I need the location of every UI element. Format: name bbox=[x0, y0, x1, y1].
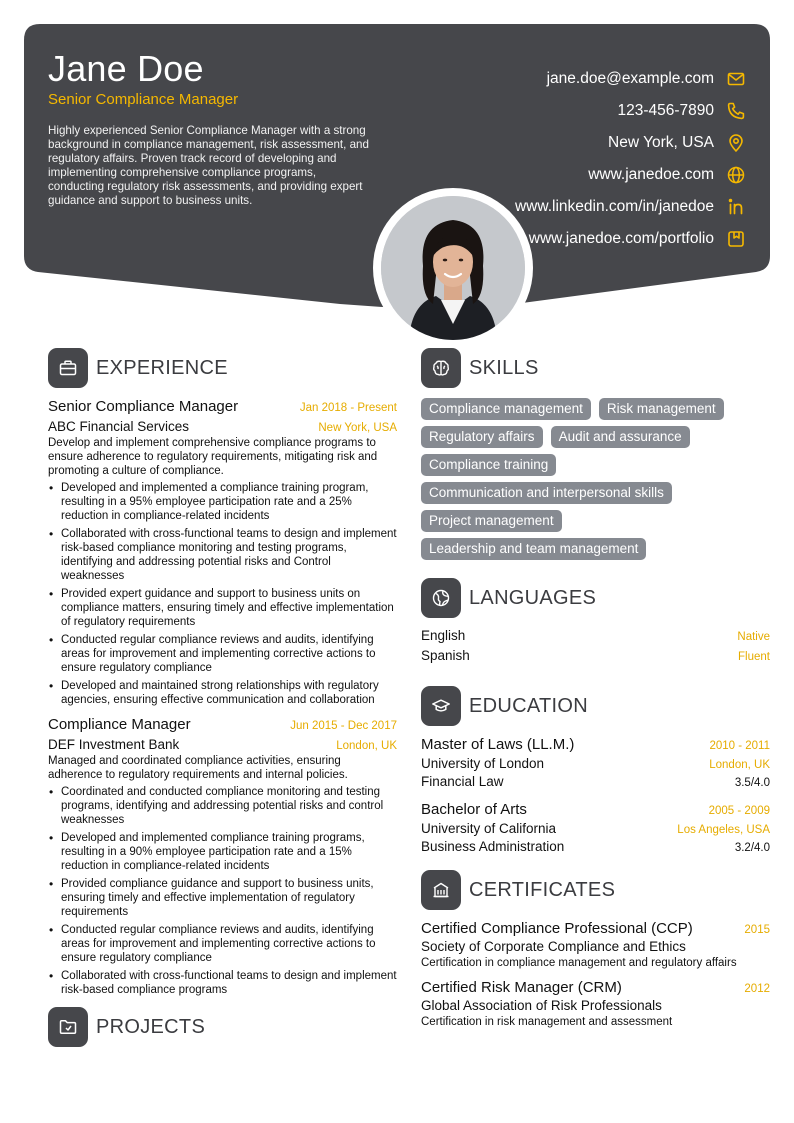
job-bullet: • Developed and implemented compliance training programs, resulting in a 90% employee participation rate and a 15% reduction in compliance-related incidents bbox=[48, 831, 397, 873]
projects-heading bbox=[48, 1007, 397, 1047]
certificates-title: CERTIFICATES bbox=[469, 878, 616, 901]
skills-heading bbox=[421, 348, 770, 388]
phone-icon bbox=[726, 101, 746, 121]
language-row bbox=[421, 648, 770, 668]
left-column bbox=[48, 348, 397, 1057]
skill-chip: Risk management bbox=[599, 398, 724, 420]
portfolio-icon bbox=[726, 229, 746, 249]
education-location: Los Angeles, USA bbox=[677, 824, 770, 836]
profile-photo bbox=[373, 188, 533, 348]
contact-linkedin-text[interactable]: www.linkedin.com/in/janedoe bbox=[514, 198, 714, 215]
skill-chip: Regulatory affairs bbox=[421, 426, 543, 448]
portrait-image bbox=[381, 196, 525, 340]
job-bullet: • Conducted regular compliance reviews and audits, identifying areas for improvement and implementing corrective actions to ensure regulatory compliance bbox=[48, 923, 397, 965]
job-bullet: • Collaborated with cross-functional teams to design and implement risk-based compliance programs bbox=[48, 969, 397, 997]
job-bullet: • Provided compliance guidance and support to business units, ensuring timely and effective implementation of regulatory requirements bbox=[48, 877, 397, 919]
education-title: EDUCATION bbox=[469, 694, 588, 717]
language-row bbox=[421, 628, 770, 648]
experience-title: EXPERIENCE bbox=[96, 356, 228, 379]
skill-chip: Leadership and team management bbox=[421, 538, 646, 560]
location-pin-icon bbox=[726, 133, 746, 153]
candidate-name: Jane Doe bbox=[48, 48, 204, 89]
certificate-name: Certified Compliance Professional (CCP) bbox=[421, 920, 693, 937]
folder-icon bbox=[48, 1007, 88, 1047]
contact-website[interactable] bbox=[515, 159, 746, 191]
skill-chip: Communication and interpersonal skills bbox=[421, 482, 672, 504]
certificate-org: Global Association of Risk Professionals bbox=[421, 998, 662, 1013]
language-name: Spanish bbox=[421, 648, 470, 663]
job-bullets bbox=[48, 785, 397, 997]
certificate-entry bbox=[421, 979, 770, 1028]
skill-chip: Compliance management bbox=[421, 398, 591, 420]
job-description: Managed and coordinated compliance activities, ensuring adherence to regulatory requirements and internal policies. bbox=[48, 755, 348, 781]
job-bullet: • Coordinated and conducted compliance monitoring and testing programs, identifying and addressing potential risks and control weaknesses bbox=[48, 785, 397, 827]
education-entry bbox=[421, 736, 770, 789]
certificate-name: Certified Risk Manager (CRM) bbox=[421, 979, 622, 996]
job-title: Compliance Manager bbox=[48, 716, 191, 733]
contact-email[interactable] bbox=[515, 63, 746, 95]
education-degree: Master of Laws (LL.M.) bbox=[421, 736, 575, 753]
education-gpa: 3.5/4.0 bbox=[734, 777, 770, 789]
language-level: Fluent bbox=[738, 651, 770, 663]
skill-chip: Compliance training bbox=[421, 454, 556, 476]
right-column bbox=[421, 348, 770, 1038]
briefcase-icon bbox=[48, 348, 88, 388]
contact-location-text: New York, USA bbox=[608, 134, 714, 151]
education-date: 2010 - 2011 bbox=[709, 740, 770, 752]
job-location: New York, USA bbox=[318, 422, 397, 434]
languages-title: LANGUAGES bbox=[469, 586, 597, 609]
contact-portfolio-text[interactable]: www.janedoe.com/portfolio bbox=[528, 230, 714, 247]
contact-location bbox=[515, 127, 746, 159]
job-title: Senior Compliance Manager bbox=[48, 398, 239, 415]
mail-icon bbox=[726, 69, 746, 89]
skills-title: SKILLS bbox=[469, 356, 539, 379]
globe-icon bbox=[726, 165, 746, 185]
job-entry bbox=[48, 398, 397, 707]
language-name: English bbox=[421, 628, 466, 643]
candidate-role: Senior Compliance Manager bbox=[48, 91, 239, 108]
education-degree: Bachelor of Arts bbox=[421, 801, 527, 818]
education-heading bbox=[421, 686, 770, 726]
education-field: Business Administration bbox=[421, 839, 565, 854]
certificate-description: Certification in risk management and assessment bbox=[421, 1016, 673, 1028]
contact-portfolio[interactable] bbox=[515, 223, 746, 255]
job-description: Develop and implement comprehensive compliance programs to ensure adherence to regulatory requirements, mitigating risk and promoting a culture of compliance. bbox=[48, 437, 378, 477]
certificates-heading bbox=[421, 870, 770, 910]
job-bullet: • Developed and maintained strong relationships with regulatory agencies, ensuring effective communication and collaboration bbox=[48, 679, 397, 707]
education-date: 2005 - 2009 bbox=[708, 805, 770, 817]
contact-list bbox=[515, 63, 746, 255]
job-bullet: • Developed and implemented a compliance training program, resulting in a 95% employee participation rate and a 25% reduction in compliance-related incidents bbox=[48, 481, 397, 523]
contact-email-text[interactable]: jane.doe@example.com bbox=[546, 70, 714, 87]
job-entry bbox=[48, 716, 397, 997]
certificate-org: Society of Corporate Compliance and Ethics bbox=[421, 939, 686, 954]
contact-website-text[interactable]: www.janedoe.com bbox=[588, 166, 714, 183]
job-location: London, UK bbox=[336, 740, 397, 752]
brain-icon bbox=[421, 348, 461, 388]
job-company: ABC Financial Services bbox=[48, 419, 190, 434]
job-date: Jan 2018 - Present bbox=[299, 402, 397, 414]
skill-chip: Project management bbox=[421, 510, 562, 532]
certificate-entry bbox=[421, 920, 770, 969]
education-field: Financial Law bbox=[421, 774, 504, 789]
education-entry bbox=[421, 801, 770, 854]
job-bullet: • Conducted regular compliance reviews and audits, identifying areas for improvement and implementing corrective actions to ensure regulatory compliance bbox=[48, 633, 397, 675]
job-bullet: • Provided expert guidance and support to business units on compliance matters, ensuring timely and effective implementation of regulatory requirements bbox=[48, 587, 397, 629]
language-level: Native bbox=[737, 631, 770, 643]
job-date: Jun 2015 - Dec 2017 bbox=[290, 720, 397, 732]
certificate-year: 2012 bbox=[744, 983, 770, 995]
language-icon bbox=[421, 578, 461, 618]
language-list bbox=[421, 628, 770, 668]
certificate-description: Certification in compliance management and regulatory affairs bbox=[421, 957, 737, 969]
linkedin-icon bbox=[726, 197, 746, 217]
profile-summary: Highly experienced Senior Compliance Manager with a strong background in compliance management, risk assessment, and regulatory affairs. Proven track record of developing and implementing comprehensive compliance programs, conducting regulatory risk assessments, and providing expert guidance and support to business units. bbox=[48, 124, 369, 207]
skill-list bbox=[421, 398, 770, 560]
education-school: University of London bbox=[421, 756, 545, 771]
projects-title: PROJECTS bbox=[96, 1015, 206, 1038]
education-location: London, UK bbox=[709, 759, 770, 771]
experience-heading bbox=[48, 348, 397, 388]
certificate-year: 2015 bbox=[744, 924, 770, 936]
education-school: University of California bbox=[421, 821, 557, 836]
job-company: DEF Investment Bank bbox=[48, 737, 180, 752]
contact-phone[interactable] bbox=[515, 95, 746, 127]
education-gpa: 3.2/4.0 bbox=[734, 842, 770, 854]
skill-chip: Audit and assurance bbox=[551, 426, 690, 448]
job-bullet: • Collaborated with cross-functional teams to design and implement risk-based compliance monitoring and testing programs, identifying and addressing potential risks and Control weaknesses bbox=[48, 527, 397, 583]
contact-linkedin[interactable] bbox=[515, 191, 746, 223]
contact-phone-text[interactable]: 123-456-7890 bbox=[617, 102, 714, 119]
job-bullets bbox=[48, 481, 397, 707]
languages-heading bbox=[421, 578, 770, 618]
graduation-cap-icon bbox=[421, 686, 461, 726]
certificate-building-icon bbox=[421, 870, 461, 910]
